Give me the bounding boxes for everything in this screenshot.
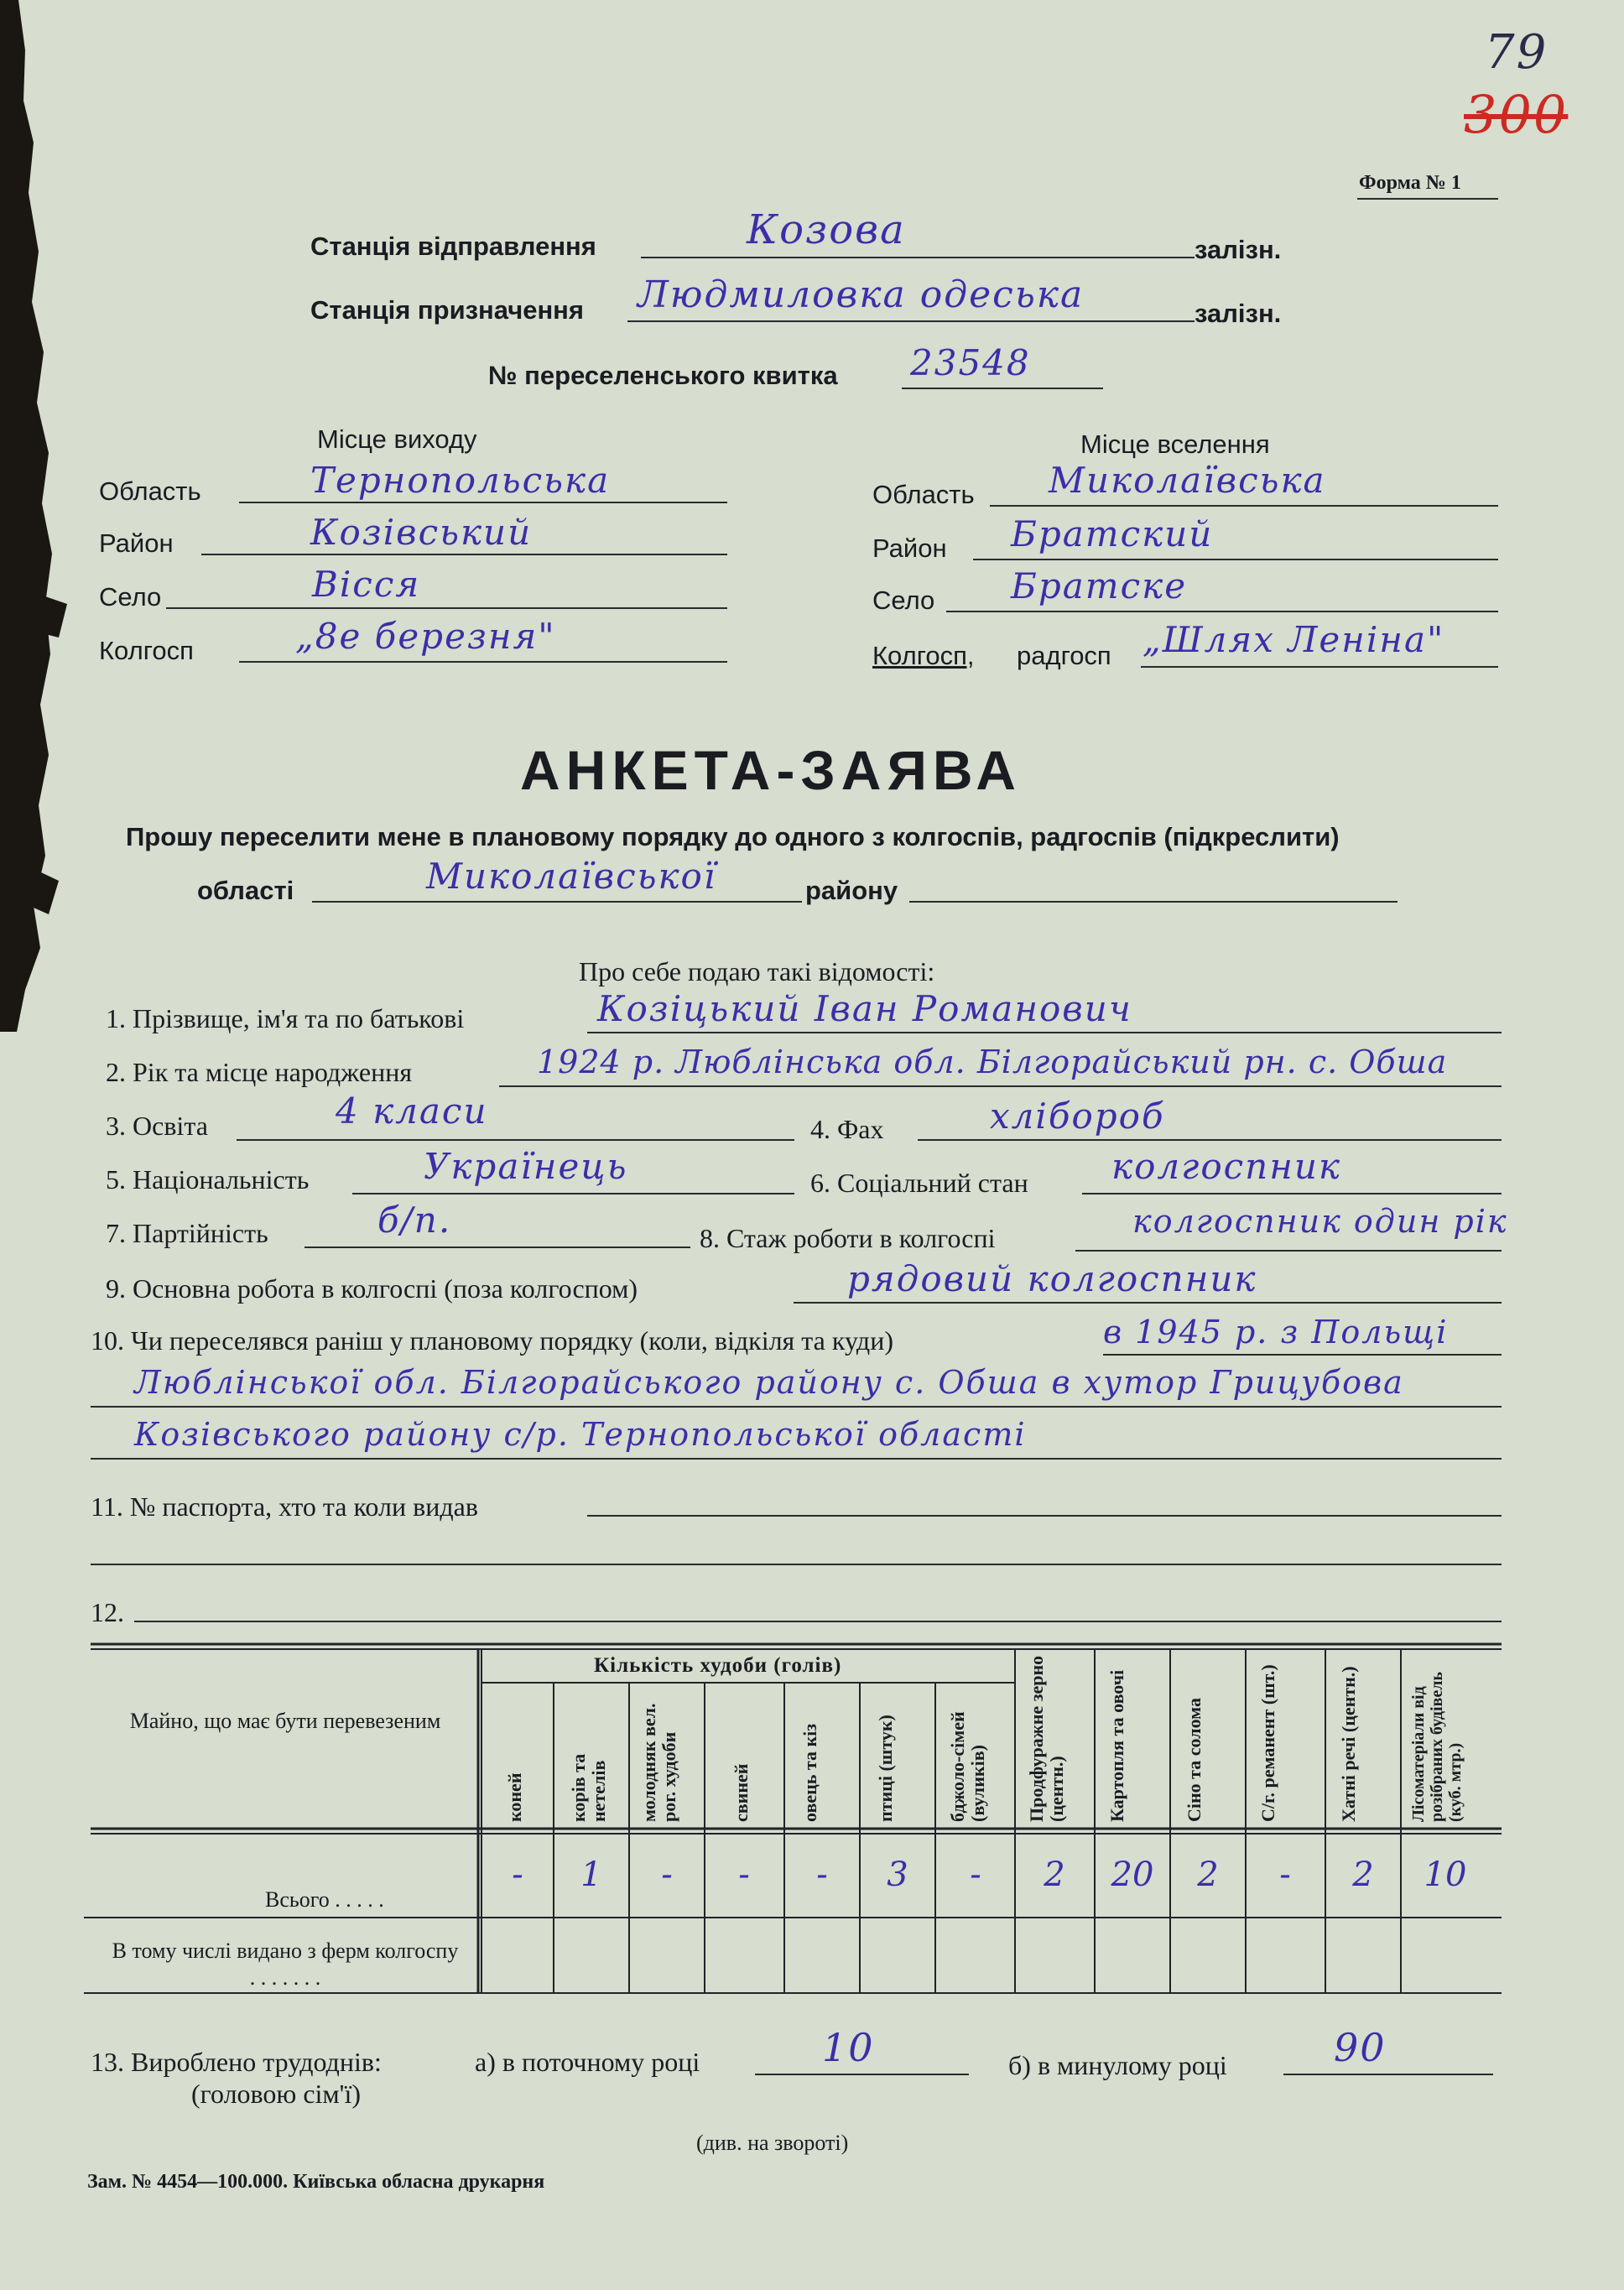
field-4-value: хлібороб xyxy=(990,1096,1165,1137)
destination-station-value: Людмиловка одеська xyxy=(638,273,1085,316)
archive-number: 79 xyxy=(1485,25,1549,80)
destination-kolhosp-value: „Шлях Леніна" xyxy=(1143,619,1445,660)
origin-selo-label: Село xyxy=(99,582,162,612)
ticket-value: 23548 xyxy=(910,342,1031,383)
destination-oblast-value: Миколаївська xyxy=(1049,460,1326,501)
archive-number-struck: 300 xyxy=(1464,84,1569,145)
total-poultry: 3 xyxy=(887,1855,908,1894)
departure-station-label: Станція відправлення xyxy=(310,232,596,261)
destination-station-label: Станція призначення xyxy=(310,295,584,325)
row-total-label: Всього . . . . . xyxy=(265,1887,384,1912)
field-8-value: колгоспник один рік xyxy=(1132,1203,1508,1240)
ticket-label: № переселенського квитка xyxy=(488,361,838,390)
total-hay: 2 xyxy=(1197,1855,1219,1894)
see-reverse-note: (див. на звороті) xyxy=(696,2131,849,2155)
origin-kolhosp-label: Колгосп xyxy=(99,636,194,665)
column-header-equipment: С/г. реманент (шт.) xyxy=(1257,1664,1278,1822)
workdays-sublabel: (головою сім'ї) xyxy=(191,2079,361,2109)
total-household: 2 xyxy=(1352,1855,1374,1894)
request-text: Прошу переселити мене в плановому порядку до одного з колгоспів, радгоспів (підкреслити) xyxy=(126,822,1340,851)
column-header-timber: Лісоматеріали від розібраних будівель (куб. мтр.) xyxy=(1409,1671,1465,1822)
workdays-current-line xyxy=(755,2074,969,2075)
field-3-label: 3. Освіта xyxy=(106,1111,208,1141)
origin-selo-value: Вісся xyxy=(312,564,421,605)
origin-rayon-value: Козівський xyxy=(310,512,533,553)
field-10-label: 10. Чи переселявся раніш у плановому порядку (коли, відкіля та куди) xyxy=(91,1325,893,1356)
destination-header: Місце вселення xyxy=(1080,429,1270,459)
row-farm-label: В тому числі видано з ферм колгоспу . . . . . . . xyxy=(112,1939,459,1990)
column-header-poultry: птиці (штук) xyxy=(875,1715,896,1822)
field-2-value: 1924 р. Люблінська обл. Білгорайський рн. с. Обша xyxy=(537,1044,1448,1080)
property-header: Майно, що має бути перевезеним xyxy=(129,1709,441,1733)
total-timber: 10 xyxy=(1424,1855,1467,1894)
field-1-label: 1. Прізвище, ім'я та по батькові xyxy=(106,1003,465,1033)
column-header-sheep: овець та кіз xyxy=(799,1723,820,1822)
field-10-value-3: Козівського району с/р. Тернопольської області xyxy=(134,1416,1027,1453)
field-10-value-2: Люблінської обл. Білгорайського району с. Обша в хутор Грицубова xyxy=(134,1364,1404,1401)
field-10-value-1: в 1945 р. з Польщі xyxy=(1103,1314,1449,1351)
column-header-pigs: свиней xyxy=(731,1763,752,1822)
column-header-household: Хатні речі (центн.) xyxy=(1338,1666,1359,1822)
column-header-bees: бджоло-сімей (вуликів) xyxy=(947,1711,988,1822)
total-sheep: - xyxy=(816,1855,828,1894)
column-header-cows: корів та нетелів xyxy=(568,1753,609,1822)
field-9-label: 9. Основна робота в колгоспі (поза колгоспом) xyxy=(106,1273,638,1304)
workdays-previous-label: б) в минулому році xyxy=(1008,2050,1227,2080)
field-5-value: Українець xyxy=(424,1146,628,1187)
destination-selo-label: Село xyxy=(872,586,935,615)
workdays-current-value: 10 xyxy=(822,2025,875,2070)
field-7-value: б/п. xyxy=(377,1200,452,1241)
field-3-value: 4 класи xyxy=(336,1090,488,1132)
total-horses: - xyxy=(512,1855,523,1894)
about-heading: Про себе подаю такі відомості: xyxy=(579,956,935,986)
total-bees: - xyxy=(970,1855,981,1894)
workdays-label: 13. Вироблено трудоднів: xyxy=(91,2047,382,2077)
field-1-value: Козіцький Іван Романович xyxy=(597,988,1132,1029)
request-rayon-label: району xyxy=(805,876,898,905)
form-title: АНКЕТА-ЗАЯВА xyxy=(520,739,1022,801)
field-2-label: 2. Рік та місце народження xyxy=(106,1057,413,1087)
workdays-current-label: а) в поточному році xyxy=(475,2047,700,2077)
destination-selo-value: Братске xyxy=(1011,565,1188,606)
field-11-label: 11. № паспорта, хто та коли видав xyxy=(91,1491,478,1522)
total-young-cattle: - xyxy=(661,1855,673,1894)
column-header-hay: Сіно та солома xyxy=(1184,1698,1205,1822)
destination-suffix: залізн. xyxy=(1195,299,1282,328)
destination-oblast-label: Область xyxy=(872,480,975,509)
origin-oblast-label: Область xyxy=(99,476,201,506)
field-8-label: 8. Стаж роботи в колгоспі xyxy=(700,1223,996,1253)
departure-suffix: залізн. xyxy=(1195,235,1282,264)
total-pigs: - xyxy=(738,1855,750,1894)
departure-station-value: Козова xyxy=(747,206,906,253)
origin-oblast-value: Тернопольська xyxy=(310,460,611,501)
form-number: Форма № 1 xyxy=(1359,172,1461,194)
total-grain: 2 xyxy=(1044,1855,1065,1894)
field-4-label: 4. Фах xyxy=(810,1114,884,1144)
origin-header: Місце виходу xyxy=(317,424,477,454)
livestock-header: Кількість худоби (голів) xyxy=(594,1654,842,1677)
field-12-label: 12. xyxy=(91,1597,124,1627)
request-oblast-value: Миколаївської xyxy=(426,856,717,897)
destination-rayon-value: Братский xyxy=(1011,513,1214,554)
printer-line: Зам. № 4454—100.000. Київська обласна друкарня xyxy=(87,2171,545,2193)
column-header-horses: коней xyxy=(504,1772,525,1822)
column-header-grain: Продфуражне зерно (центн.) xyxy=(1026,1655,1067,1822)
column-header-young-cattle: молодняк вел. рог. худоби xyxy=(638,1703,679,1822)
field-7-label: 7. Партійність xyxy=(106,1218,268,1248)
destination-kolhosp-label: Колгосп, xyxy=(872,641,975,670)
column-header-potatoes: Картопля та овочі xyxy=(1106,1669,1127,1822)
destination-radhosp-label: радгосп xyxy=(1017,641,1111,670)
destination-rayon-label: Район xyxy=(872,533,947,563)
total-potatoes: 20 xyxy=(1111,1855,1154,1894)
origin-kolhosp-value: „8е березня" xyxy=(295,616,556,657)
workdays-previous-line xyxy=(1283,2074,1493,2075)
field-6-label: 6. Соціальний стан xyxy=(810,1168,1028,1198)
origin-rayon-label: Район xyxy=(99,528,174,558)
workdays-previous-value: 90 xyxy=(1334,2025,1387,2070)
total-equipment: - xyxy=(1279,1855,1291,1894)
field-5-label: 5. Національність xyxy=(106,1164,310,1194)
field-6-value: колгоспник xyxy=(1111,1146,1341,1187)
field-9-value: рядовий колгоспник xyxy=(847,1258,1257,1299)
request-oblast-label: області xyxy=(197,876,294,905)
total-cows: 1 xyxy=(580,1855,602,1894)
